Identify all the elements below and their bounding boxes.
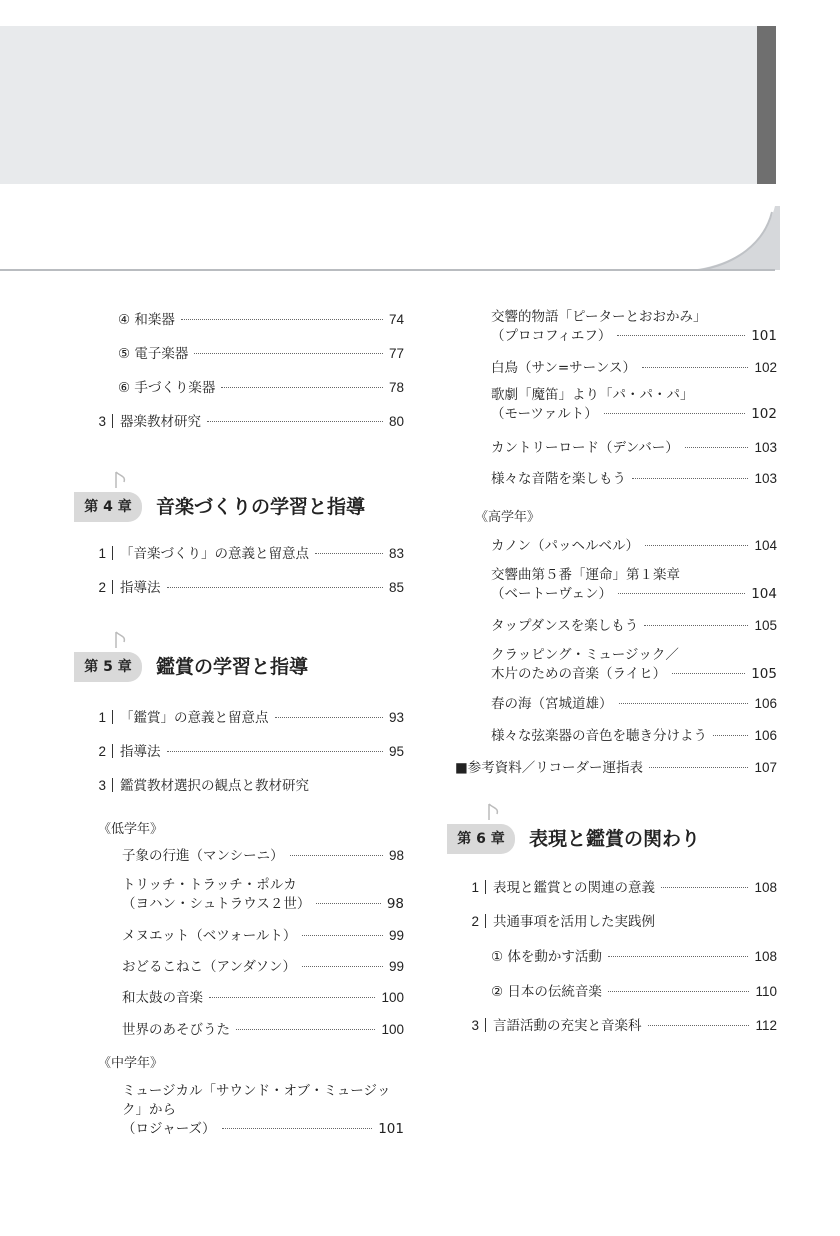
toc-entry[interactable]: 様々な音階を楽しもう 103 <box>491 471 777 487</box>
toc-entry[interactable]: ミュージカル「サウンド・オブ・ミュージック」から （ロジャーズ） 101 <box>122 1083 404 1137</box>
toc-entry[interactable]: タップダンスを楽しもう 105 <box>491 618 777 634</box>
toc-entry[interactable]: 2 共通事項を活用した実践例 <box>471 914 655 930</box>
music-note-icon <box>483 802 503 826</box>
toc-entry[interactable]: 白鳥（サン=サーンス） 102 <box>491 360 777 376</box>
toc-entry[interactable]: 交響的物語「ピーターとおおかみ」 （プロコフィエフ） 101 <box>491 309 777 344</box>
page-curl-decoration <box>690 206 780 272</box>
toc-entry[interactable]: 世界のあそびうた 100 <box>122 1022 404 1038</box>
chapter-badge: 第 4 章 <box>74 492 142 522</box>
toc-entry[interactable]: 春の海（宮城道雄） 106 <box>491 696 777 712</box>
chapter-4-heading[interactable] <box>74 490 404 526</box>
toc-entry[interactable]: 3 言語活動の充実と音楽科 112 <box>471 1018 777 1034</box>
toc-entry[interactable]: 様々な弦楽器の音色を聴き分けよう 106 <box>491 728 777 744</box>
chapter-title: 鑑賞の学習と指導 <box>156 656 309 678</box>
toc-entry[interactable]: 歌劇「魔笛」より「パ・パ・パ」 （モーツァルト） 102 <box>491 387 777 422</box>
chapter-title: 表現と鑑賞の関わり <box>529 828 701 850</box>
toc-entry[interactable]: トリッチ・トラッチ・ポルカ （ヨハン・シュトラウス２世） 98 <box>122 877 404 912</box>
toc-entry[interactable]: ⑤ 電子楽器 77 <box>118 346 404 362</box>
toc-entry[interactable]: ⑥ 手づくり楽器 78 <box>118 380 404 396</box>
toc-entry[interactable]: 1 「鑑賞」の意義と留意点 93 <box>98 710 404 726</box>
toc-entry[interactable]: メヌエット（ベツォールト） 99 <box>122 928 404 944</box>
toc-entry[interactable]: 交響曲第５番「運命」第１楽章 （ベートーヴェン） 104 <box>491 567 777 602</box>
chapter-5-heading[interactable] <box>74 650 404 686</box>
toc-entry[interactable]: カントリーロード（デンバー） 103 <box>491 440 777 456</box>
music-note-icon <box>110 630 130 654</box>
toc-entry[interactable]: 2 指導法 85 <box>98 580 404 596</box>
chapter-badge: 第 5 章 <box>74 652 142 682</box>
toc-entry[interactable]: 2 指導法 95 <box>98 744 404 760</box>
toc-entry[interactable]: クラッピング・ミュージック／ 木片のための音楽（ライヒ） 105 <box>491 647 777 682</box>
grade-heading: 《高学年》 <box>475 510 541 525</box>
toc-entry[interactable]: ① 体を動かす活動 108 <box>491 949 777 965</box>
header-tab <box>757 26 776 184</box>
toc-entry[interactable]: 1 表現と鑑賞との関連の意義 108 <box>471 880 777 896</box>
header-band <box>0 26 757 184</box>
toc-entry[interactable]: 子象の行進（マンシーニ） 98 <box>122 848 404 864</box>
toc-entry[interactable]: ④ 和楽器 74 <box>118 312 404 328</box>
grade-heading: 《低学年》 <box>98 822 164 837</box>
toc-entry[interactable]: ② 日本の伝統音楽 110 <box>491 984 777 1000</box>
toc-entry[interactable]: 1 「音楽づくり」の意義と留意点 83 <box>98 546 404 562</box>
toc-entry[interactable]: 和太鼓の音楽 100 <box>122 990 404 1006</box>
chapter-badge: 第 6 章 <box>447 824 515 854</box>
toc-entry[interactable]: おどるこねこ（アンダソン） 99 <box>122 959 404 975</box>
header-rule <box>0 269 775 271</box>
music-note-icon <box>110 470 130 494</box>
chapter-title: 音楽づくりの学習と指導 <box>156 496 366 518</box>
toc-entry[interactable]: ■参考資料／リコーダー運指表 107 <box>455 760 777 776</box>
toc-entry[interactable]: 3 器楽教材研究 80 <box>98 414 404 430</box>
toc-entry[interactable]: カノン（パッヘルベル） 104 <box>491 538 777 554</box>
chapter-6-heading[interactable] <box>447 822 777 858</box>
toc-entry[interactable]: 3 鑑賞教材選択の観点と教材研究 <box>98 778 309 794</box>
grade-heading: 《中学年》 <box>98 1056 164 1071</box>
